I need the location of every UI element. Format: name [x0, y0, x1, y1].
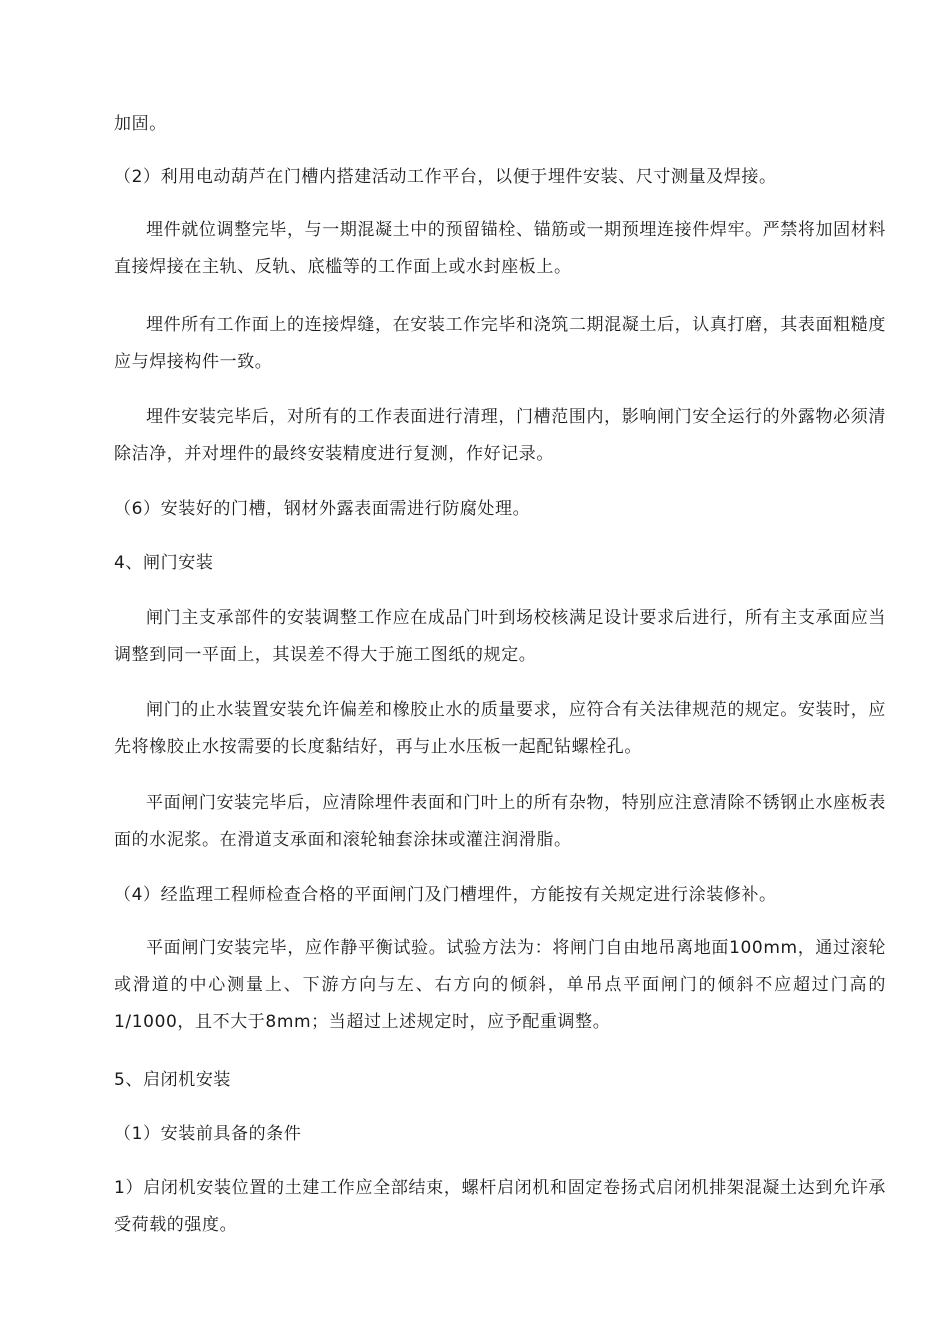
- paragraph-item-1-civil-works: 1）启闭机安装位置的土建工作应全部结束，螺杆启闭机和固定卷扬式启闭机排架混凝土达到允许承受荷载的强度。: [114, 1178, 886, 1235]
- paragraph-main-support-adjustment: 闸门主支承部件的安装调整工作应在成品门叶到场校核满足设计要求后进行，所有主支承面应当调整到同一平面上，其误差不得大于施工图纸的规定。: [114, 608, 886, 665]
- paragraph-water-seal-installation: 闸门的止水装置安装允许偏差和橡胶止水的质量要求，应符合有关法律规范的规定。安装时，应先将橡胶止水按需要的长度黏结好，再与止水压板一起配钻螺栓孔。: [114, 700, 886, 757]
- paragraph-weld-grinding: 埋件所有工作面上的连接焊缝，在安装工作完毕和浇筑二期混凝土后，认真打磨，其表面粗糙度应与焊接构件一致。: [114, 315, 886, 372]
- section-heading-hoist-installation: 5、启闭机安装: [114, 1070, 232, 1090]
- section-heading-gate-installation: 4、闸门安装: [114, 553, 214, 573]
- paragraph-surface-cleaning: 埋件安装完毕后，对所有的工作表面进行清理，门槽范围内，影响闸门安全运行的外露物必须清除洁净，并对埋件的最终安装精度进行复测，作好记录。: [114, 407, 886, 464]
- paragraph-static-balance-test: 平面闸门安装完毕，应作静平衡试验。试验方法为：将闸门自由地吊离地面100mm，通过滚轮或滑道的中心测量上、下游方向与左、右方向的倾斜，单吊点平面闸门的倾斜不应超过门高的1/1000，且不大于8mm；当超过上述规定时，应予配重调整。: [114, 938, 886, 1032]
- paragraph-item-6-anticorrosion: （6）安装好的门槽，钢材外露表面需进行防腐处理。: [114, 499, 531, 519]
- subheading-prerequisites: （1）安装前具备的条件: [114, 1124, 302, 1144]
- paragraph-item-2-work-platform: （2）利用电动葫芦在门槽内搭建活动工作平台，以便于埋件安装、尺寸测量及焊接。: [114, 167, 777, 187]
- paragraph-gate-cleaning-lubrication: 平面闸门安装完毕后，应清除埋件表面和门叶上的所有杂物，特别应注意清除不锈钢止水座板表面的水泥浆。在滑道支承面和滚轮轴套涂抹或灌注润滑脂。: [114, 793, 886, 850]
- paragraph-item-4-coating-repair: （4）经监理工程师检查合格的平面闸门及门槽埋件，方能按有关规定进行涂装修补。: [114, 885, 777, 905]
- paragraph-embedded-parts-positioning: 埋件就位调整完毕，与一期混凝土中的预留锚栓、锚筋或一期预埋连接件焊牢。严禁将加固材料直接焊接在主轨、反轨、底槛等的工作面上或水封座板上。: [114, 220, 886, 277]
- paragraph-continuation: 加固。: [114, 114, 167, 134]
